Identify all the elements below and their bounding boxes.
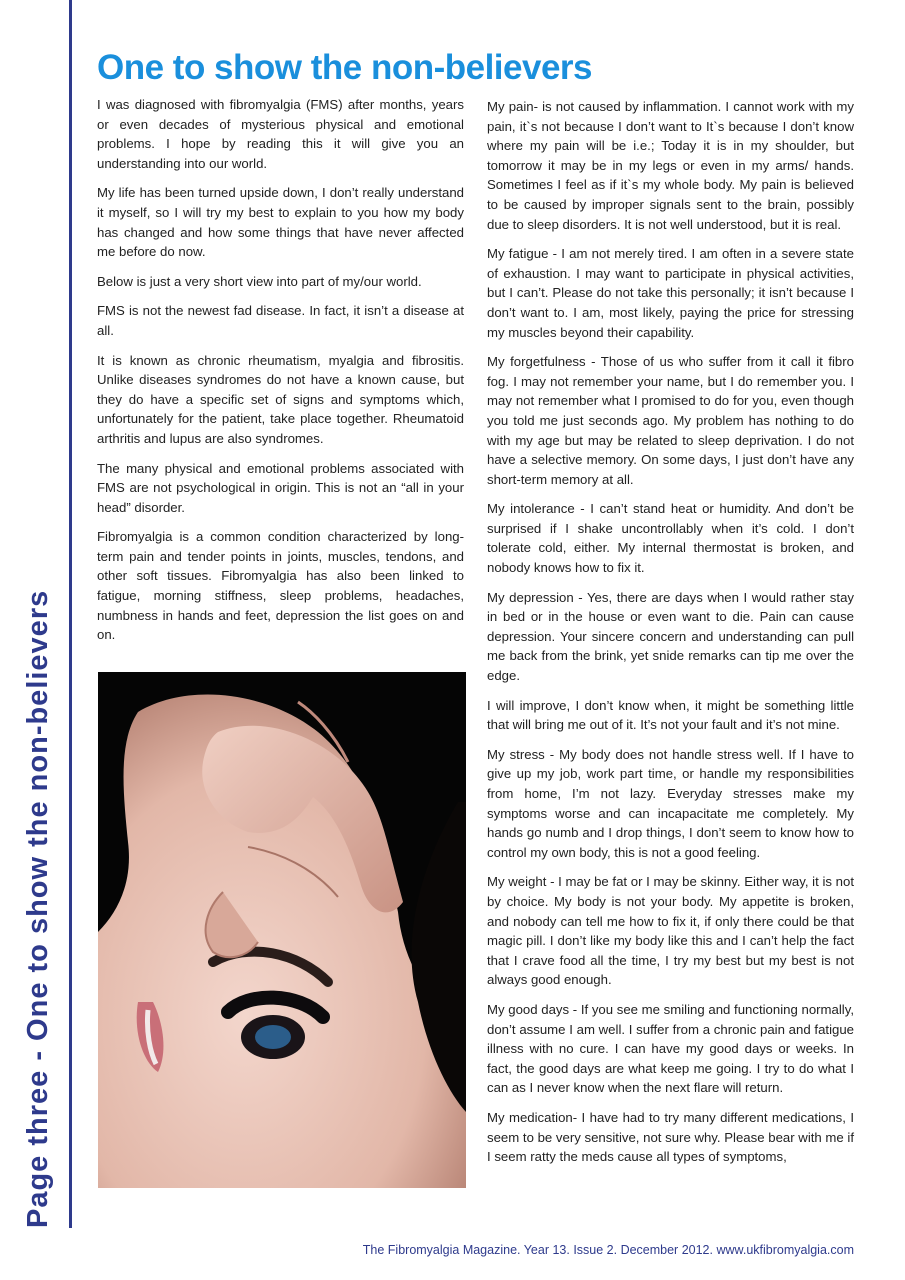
paragraph: My medication- I have had to try many different medications, I seem to be very sensitive, not sure why. Please bear with me if I seem ratty the meds cause all types of symptoms, (487, 1109, 854, 1165)
left-column (97, 95, 464, 655)
page-margin-rule (69, 0, 72, 1228)
magazine-footer: The Fibromyalgia Magazine. Year 13. Issue 2. December 2012. www.ukfibromyalgia.com (362, 1243, 854, 1257)
paragraph: It is known as chronic rheumatism, myalgia and fibrositis. Unlike diseases syndromes do not have a known cause, but they do have a specific set of signs and symptoms which, unfortunately for the patient, take place together. Rheumatoid arthritis and lupus are also syndromes. (97, 352, 464, 446)
vertical-page-title: Page three - One to show the non-believers (22, 589, 54, 1228)
paragraph: My good days - If you see me smiling and functioning normally, don’t assume I am well. I suffer from a chronic pain and fatigue illness with no cure. I can have my good days or weeks. In fact, the good days are what keep me going. I try to do what I can as I never know when the next flare will return. (487, 1001, 854, 1096)
right-column (487, 97, 854, 1177)
paragraph: Fibromyalgia is a common condition characterized by long-term pain and tender points in joints, muscles, tendons, and other soft tissues. Fibromyalgia has also been linked to fatigue, morning stiffness, sleep problems, headaches, numbness in hands and feet, depression the list goes on and on. (97, 529, 464, 643)
paragraph: My life has been turned upside down, I don’t really understand it myself, so I will try my best to explain to you how my body has changed and how some things that have never affected me before do now. (97, 185, 464, 260)
paragraph: I was diagnosed with fibromyalgia (FMS) after months, years or even decades of mysterious physical and emotional problems. I hope by reading this it will give you an understanding into our world. (97, 97, 464, 171)
paragraph: My intolerance - I can’t stand heat or humidity. And don’t be surprised if I shake uncontrollably when it’s cold. I don’t tolerate cold, either. My internal thermostat is broken, and nobody knows how to fix it. (487, 501, 854, 576)
paragraph: I will improve, I don’t know when, it might be something little that will bring me out of it. It’s not your fault and it’s not mine. (487, 697, 854, 733)
article-photo (98, 672, 466, 1188)
paragraph: My weight - I may be fat or I may be skinny. Either way, it is not by choice. My body is not your body. My appetite is broken, and nobody can tell me how to fix it, if only there could be that magic pill. I don’t like my body like this and I can’t help the fact that I crave food all the time, I try my best but my best is not always good enough. (487, 874, 854, 988)
paragraph: My forgetfulness - Those of us who suffer from it call it fibro fog. I may not remember your name, but I do remember you. I may not remember what I promised to do for you, even though you told me just seconds ago. My problem has nothing to do with my age but may be related to sleep deprivation. I do not have a selective memory. On some days, I just don’t have any short-term memory at all. (487, 354, 854, 487)
paragraph: My pain- is not caused by inflammation. I cannot work with my pain, it`s not because I don’t want to It`s because I don’t know where my pain will be i.e.; Today it is in my shoulder, but tomorrow it may be in my legs or even in my arms/ hands. Sometimes I feel as if it`s my whole body. My pain is believed to be caused by improper signals sent to the brain, possibly due to sleep disorders. It is not well understood, but it is real. (487, 99, 854, 232)
woman-face-illustration (98, 672, 466, 1188)
paragraph: My stress - My body does not handle stress well. If I have to give up my job, work part time, or handle my responsibilities from home, I’m not lazy. Everyday stresses make my symptoms worse and can incapacitate me completely. My hands go numb and I drop things, I don’t seem to know how to control my own body, this is not a good feeling. (487, 746, 854, 860)
article-headline: One to show the non-believers (97, 48, 593, 87)
paragraph: The many physical and emotional problems associated with FMS are not psychological in origin. This is not an “all in your head” disorder. (97, 460, 464, 515)
paragraph: FMS is not the newest fad disease. In fact, it isn’t a disease at all. (97, 303, 464, 338)
paragraph: Below is just a very short view into part of my/our world. (97, 273, 422, 289)
paragraph: My fatigue - I am not merely tired. I am often in a severe state of exhaustion. I may want to participate in physical activities, but I can’t. Please do not take this personally; it isn’t because I don’t want to. I am, most likely, paying the price for stressing my muscles beyond their capability. (487, 246, 854, 340)
paragraph: My depression - Yes, there are days when I would rather stay in bed or in the house or even want to die. Pain can cause depression. Your sincere concern and understanding can pull me back from the brink, yet snide remarks can tip me over the edge. (487, 589, 854, 684)
